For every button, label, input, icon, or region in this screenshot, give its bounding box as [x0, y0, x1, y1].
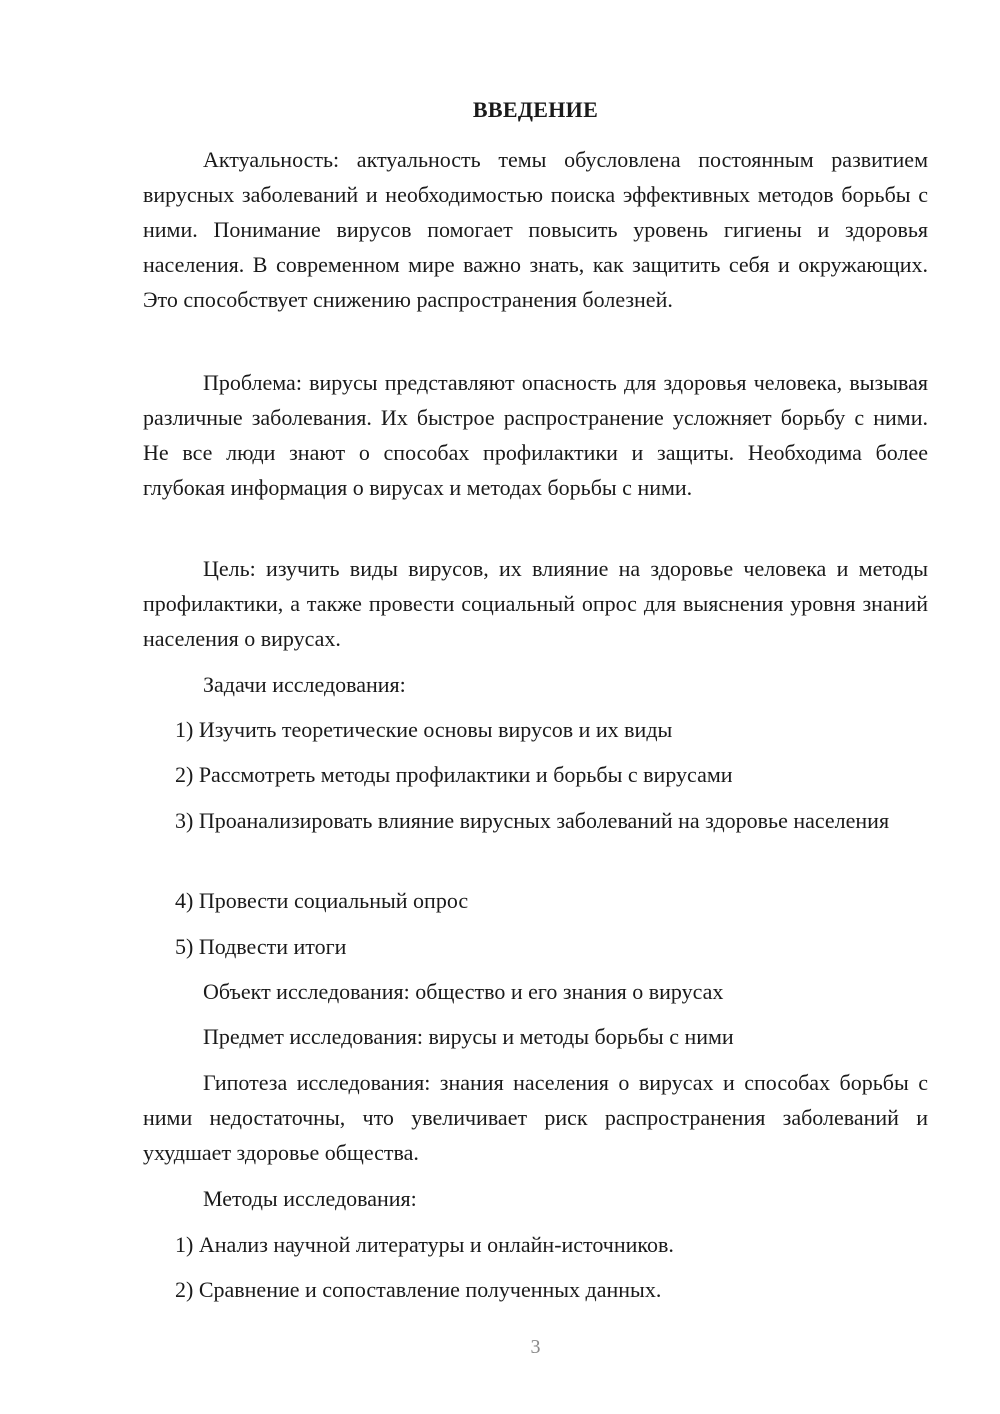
problem-paragraph: Проблема: вирусы представляют опасность для здоровья человека, вызывая различные заболевания. Их быстрое распространение усложняет борьбу с ними. Не все люди знают о способах профилактики и защиты. Необходима более глубокая информация о вирусах и методах борьбы с ними. — [143, 370, 928, 500]
task-item-2: 2) Рассмотреть методы профилактики и борьбы с вирусами — [175, 762, 733, 787]
tasks-title: Задачи исследования: — [203, 672, 406, 697]
task-item-4: 4) Провести социальный опрос — [175, 888, 469, 913]
document-page — [143, 0, 928, 1414]
object-paragraph: Объект исследования: общество и его знания о вирусах — [203, 979, 724, 1004]
task-item-1: 1) Изучить теоретические основы вирусов и их виды — [175, 717, 673, 742]
relevance-paragraph: Актуальность: актуальность темы обусловлена постоянным развитием вирусных заболеваний и необходимостью поиска эффективных методов борьбы с ними. Понимание вирусов помогает повысить уровень гигиены и здоровья населения. В современном мире важно знать, как защитить себя и окружающих. Это способствует снижению распространения болезней. — [143, 147, 928, 312]
task-item-5: 5) Подвести итоги — [175, 934, 347, 959]
methods-title: Методы исследования: — [203, 1186, 417, 1211]
subject-paragraph: Предмет исследования: вирусы и методы борьбы с ними — [203, 1024, 734, 1049]
goal-paragraph: Цель: изучить виды вирусов, их влияние на здоровье человека и методы профилактики, а также провести социальный опрос для выяснения уровня знаний населения о вирусах. — [143, 556, 928, 651]
method-item-2: 2) Сравнение и сопоставление полученных данных. — [175, 1277, 662, 1302]
method-item-1: 1) Анализ научной литературы и онлайн-источников. — [175, 1232, 674, 1257]
task-item-3: 3) Проанализировать влияние вирусных заболеваний на здоровье населения — [175, 808, 890, 833]
page-number: 3 — [530, 1336, 541, 1358]
hypothesis-paragraph: Гипотеза исследования: знания населения о вирусах и способах борьбы с ними недостаточны, что увеличивает риск распространения заболеваний и ухудшает здоровье общества. — [143, 1070, 928, 1165]
page-title: ВВЕДЕНИЕ — [472, 97, 599, 122]
